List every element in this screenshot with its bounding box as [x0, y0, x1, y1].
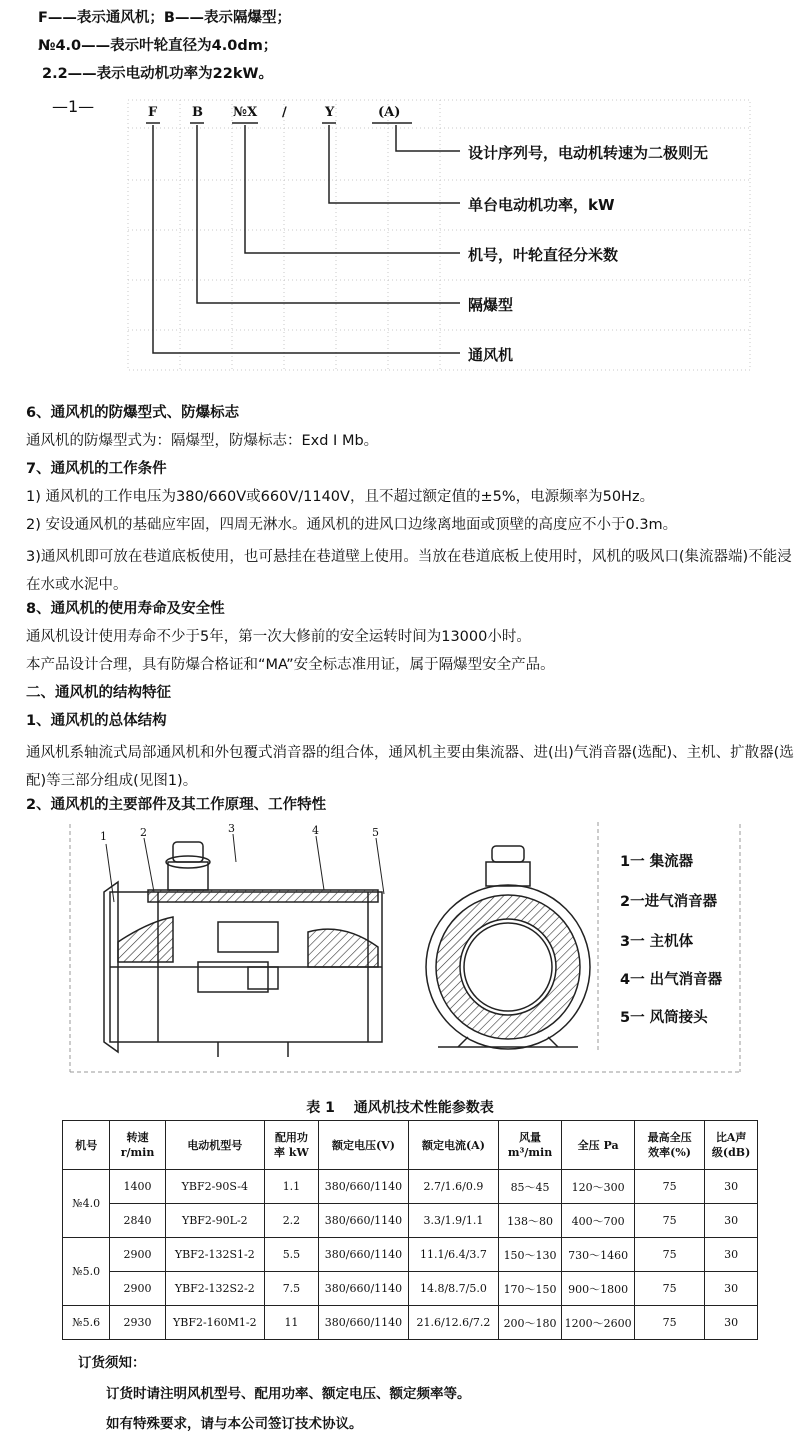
- cell: 2900: [110, 1272, 165, 1306]
- code-letter-slash: /: [282, 105, 287, 120]
- cell: 150～130: [498, 1238, 561, 1272]
- table-row: [63, 1306, 758, 1340]
- code-desc-explosion-proof: 隔爆型: [468, 296, 514, 314]
- table-header-row: [63, 1121, 758, 1170]
- code-letter-no: №X: [233, 105, 258, 120]
- cell: 3.3/1.9/1.1: [409, 1204, 499, 1238]
- cell: YBF2-90L-2: [165, 1204, 264, 1238]
- cell: YBF2-90S-4: [165, 1170, 264, 1204]
- legend-item-2: 2一进气消音器: [620, 894, 718, 910]
- cell: 11: [265, 1306, 319, 1340]
- cell: 21.6/12.6/7.2: [409, 1306, 499, 1340]
- table-title: 表 1 通风机技术性能参数表: [306, 1100, 494, 1116]
- order-line-1: 订货时请注明风机型号、配用功率、额定电压、额定频率等。: [106, 1386, 471, 1402]
- section7-heading: 7、通风机的工作条件: [26, 461, 167, 477]
- cell: 900～1800: [562, 1272, 635, 1306]
- cell: 1.1: [265, 1170, 319, 1204]
- section6-heading: 6、通风机的防爆型式、防爆标志: [26, 405, 240, 421]
- callout-1: 1: [100, 830, 107, 843]
- cell: 30: [705, 1204, 758, 1238]
- code-desc-power: 单台电动机功率，kW: [468, 196, 615, 214]
- header-power: 配用功 率 kW: [265, 1121, 319, 1170]
- cell: 380/660/1140: [318, 1306, 408, 1340]
- cell: 5.5: [265, 1238, 319, 1272]
- header-pressure: 全压 Pa: [562, 1121, 635, 1170]
- section8-heading: 8、通风机的使用寿命及安全性: [26, 601, 225, 617]
- section7-item-1: 1) 通风机的工作电压为380/660V或660V/1140V，且不超过额定值的±5%，电源频率为50Hz。: [26, 489, 655, 505]
- cell: 85～45: [498, 1170, 561, 1204]
- cell: 75: [634, 1170, 704, 1204]
- section8-text-2: 本产品设计合理，具有防爆合格证和“MA”安全标志准用证，属于隔爆型安全产品。: [26, 657, 555, 673]
- section7-item-2: 2) 安设通风机的基础应牢固，四周无淋水。通风机的进风口边缘离地面或顶壁的高度应不小于0.3m。: [26, 517, 678, 533]
- header-model: 机号: [63, 1121, 110, 1170]
- fan-structure-figure: [68, 822, 748, 1077]
- cell: 120～300: [562, 1170, 635, 1204]
- intro-line-2: №4.0——表示叶轮直径为4.0dm；: [38, 38, 278, 54]
- code-letter-f: F: [148, 105, 158, 120]
- header-current: 额定电流(A): [409, 1121, 499, 1170]
- callout-5: 5: [372, 826, 379, 839]
- cell: 7.5: [265, 1272, 319, 1306]
- code-desc-fan: 通风机: [468, 346, 514, 364]
- part2-sub1: 1、通风机的总体结构: [26, 713, 167, 729]
- cell-model-no4: №4.0: [63, 1170, 110, 1238]
- cell: 1200～2600: [562, 1306, 635, 1340]
- cell: 400～700: [562, 1204, 635, 1238]
- intro-line-3: 2.2——表示电动机功率为22kW。: [42, 66, 274, 82]
- section8-text-1: 通风机设计使用寿命不少于5年，第一次大修前的安全运转时间为13000小时。: [26, 629, 531, 645]
- cell: 2840: [110, 1204, 165, 1238]
- cell: 2.2: [265, 1204, 319, 1238]
- cell: 380/660/1140: [318, 1272, 408, 1306]
- code-marker: —1—: [52, 97, 95, 116]
- cell: YBF2-132S1-2: [165, 1238, 264, 1272]
- code-letter-y: Y: [325, 105, 335, 120]
- legend-item-3: 3一 主机体: [620, 934, 694, 950]
- cell: 30: [705, 1306, 758, 1340]
- code-desc-serial: 设计序列号，电动机转速为二极则无: [468, 144, 709, 162]
- cell: 730～1460: [562, 1238, 635, 1272]
- table-row: [63, 1170, 758, 1204]
- cell: 75: [634, 1272, 704, 1306]
- cell: 170～150: [498, 1272, 561, 1306]
- cell: 75: [634, 1306, 704, 1340]
- cell: 2900: [110, 1238, 165, 1272]
- cell: YBF2-132S2-2: [165, 1272, 264, 1306]
- header-motor-model: 电动机型号: [165, 1121, 264, 1170]
- cell: 30: [705, 1272, 758, 1306]
- model-code-diagram: [0, 95, 800, 385]
- legend-item-4: 4一 出气消音器: [620, 972, 723, 988]
- header-efficiency: 最高全压 效率(%): [634, 1121, 704, 1170]
- spec-table: [62, 1120, 758, 1340]
- cell: 138～80: [498, 1204, 561, 1238]
- part2-sub2: 2、通风机的主要部件及其工作原理、工作特性: [26, 797, 327, 813]
- header-voltage: 额定电压(V): [318, 1121, 408, 1170]
- cell: 75: [634, 1238, 704, 1272]
- header-airflow: 风量 m³/min: [498, 1121, 561, 1170]
- cell: 200～180: [498, 1306, 561, 1340]
- part2-heading: 二、通风机的结构特征: [26, 685, 171, 701]
- part2-sub1-text: 通风机系轴流式局部通风机和外包覆式消音器的组合体，通风机主要由集流器、进(出)气消音器(选配)、主机、扩散器(选配)等三部分组成(见图1)。: [26, 745, 794, 789]
- cell: 30: [705, 1238, 758, 1272]
- cell: 2.7/1.6/0.9: [409, 1170, 499, 1204]
- cell: 2930: [110, 1306, 165, 1340]
- callout-4: 4: [312, 824, 319, 837]
- code-letter-a: (A): [378, 105, 401, 120]
- code-letter-b: B: [192, 105, 203, 120]
- header-noise: 比A声 级(dB): [705, 1121, 758, 1170]
- order-line-2: 如有特殊要求，请与本公司签订技术协议。: [106, 1416, 363, 1432]
- section7-item-3: 3)通风机即可放在巷道底板使用，也可悬挂在巷道壁上使用。当放在巷道底板上使用时，风机的吸风口(集流器端)不能浸在水或水泥中。: [26, 549, 792, 593]
- cell: 75: [634, 1204, 704, 1238]
- cell: 11.1/6.4/3.7: [409, 1238, 499, 1272]
- cell-model-no5: №5.0: [63, 1238, 110, 1306]
- order-heading: 订货须知：: [78, 1355, 146, 1371]
- code-desc-machine-no: 机号，叶轮直径分米数: [468, 246, 619, 264]
- table-row: [63, 1204, 758, 1238]
- callout-3: 3: [228, 822, 235, 835]
- code-diagram-lines: [0, 95, 800, 385]
- cell-model-no5-6: №5.6: [63, 1306, 110, 1340]
- table-row: [63, 1238, 758, 1272]
- cell: 30: [705, 1170, 758, 1204]
- header-speed: 转速 r/min: [110, 1121, 165, 1170]
- cell: 14.8/8.7/5.0: [409, 1272, 499, 1306]
- cell: 380/660/1140: [318, 1204, 408, 1238]
- intro-line-1: F——表示通风机；B——表示隔爆型；: [38, 10, 291, 26]
- cell: YBF2-160M1-2: [165, 1306, 264, 1340]
- section6-text: 通风机的防爆型式为：隔爆型，防爆标志：Exd I Mb。: [26, 433, 379, 449]
- cell: 380/660/1140: [318, 1238, 408, 1272]
- cell: 380/660/1140: [318, 1170, 408, 1204]
- table-row: [63, 1272, 758, 1306]
- legend-item-5: 5一 风筒接头: [620, 1010, 708, 1026]
- cell: 1400: [110, 1170, 165, 1204]
- legend-item-1: 1一 集流器: [620, 854, 694, 870]
- callout-2: 2: [140, 826, 147, 839]
